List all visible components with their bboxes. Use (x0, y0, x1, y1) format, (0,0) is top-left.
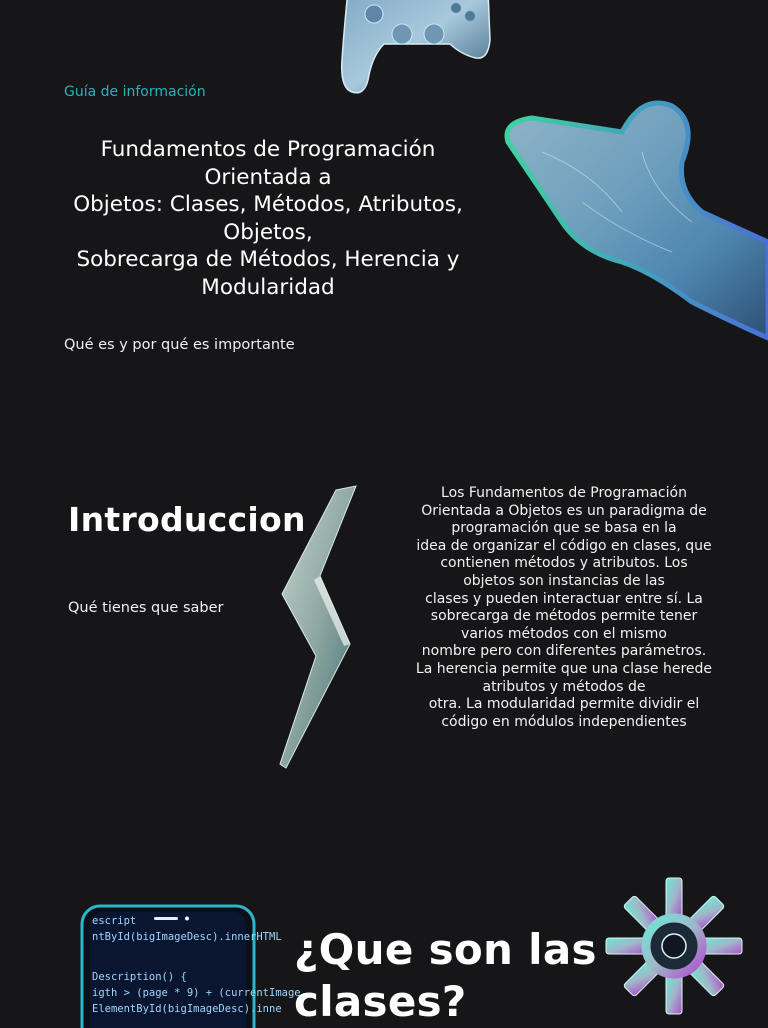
glass-shape-decoration (502, 92, 768, 338)
title-line: Fundamentos de Programación (100, 137, 436, 162)
code-line: escript (92, 915, 137, 927)
clases-heading: ¿Que son las clases? (294, 925, 597, 1026)
body-line: nombre pero con diferentes parámetros. (421, 643, 707, 660)
intro-body (398, 485, 730, 731)
glass-star-decoration (604, 878, 744, 1024)
body-line: idea de organizar el código en clases, que (416, 537, 712, 554)
body-line: Los Fundamentos de Programación (441, 485, 687, 501)
body-line: atributos y métodos de (482, 678, 646, 695)
body-line: varios métodos con el mismo (461, 625, 667, 642)
code-line: ntById(bigImageDesc).innerHTML (92, 931, 282, 943)
title-line: Orientada a (204, 164, 332, 190)
guide-label: Guía de información (64, 84, 206, 100)
body-line: objetos son instancias de las (463, 572, 665, 589)
title-line: Objetos: Clases, Métodos, Atributos, (73, 192, 463, 217)
page-title (48, 136, 488, 301)
title-line: Objetos, (223, 219, 313, 245)
phone-image (80, 904, 301, 1024)
page-subtitle: Qué es y por qué es importante (64, 337, 295, 353)
body-line: otra. La modularidad permite dividir el (428, 696, 700, 713)
title-line: Modularidad (201, 274, 335, 300)
body-line: La herencia permite que una clase herede (415, 660, 713, 677)
intro-heading: Introduccion (68, 500, 306, 539)
body-line: contienen métodos y atributos. Los (440, 555, 688, 572)
code-line: ElementById(bigImageDesc).inne (92, 1003, 282, 1015)
title-line: Sobrecarga de Métodos, Herencia y (76, 247, 460, 272)
intro-subheading: Qué tienes que saber (68, 600, 224, 616)
body-line: programación que se basa en la (451, 520, 677, 537)
code-line: Description() { (92, 971, 187, 983)
gamepad-icon (338, 0, 494, 96)
body-line: sobrecarga de métodos permite tener (430, 608, 698, 625)
body-line: código en módulos independientes (441, 713, 687, 730)
code-line: igth > (page * 9) + (currentImage (92, 987, 301, 999)
body-line: clases y pueden interactuar entre sí. La (425, 590, 703, 607)
body-line: Orientada a Objetos es un paradigma de (421, 502, 707, 519)
